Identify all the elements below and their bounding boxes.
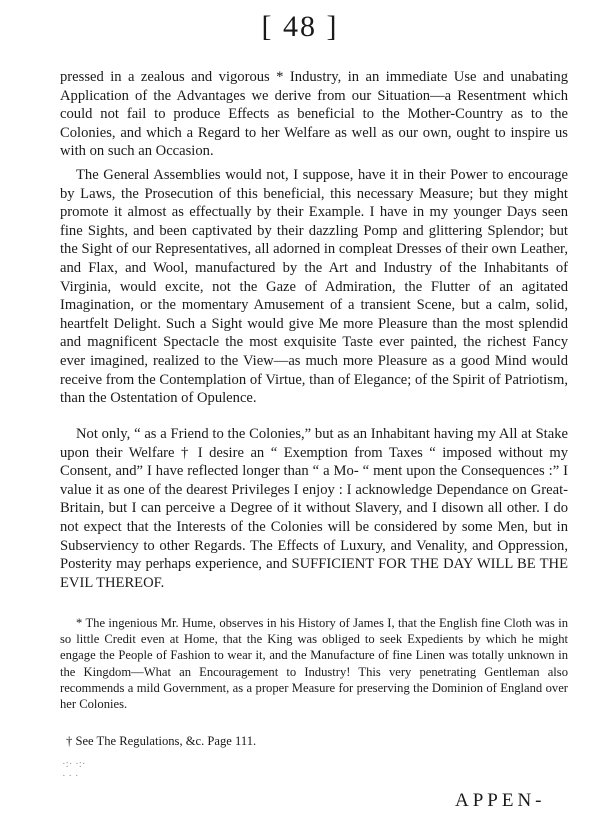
catchword: APPEN-: [455, 790, 546, 811]
body-paragraph-3: Not only, “ as a Friend to the Colonies,” but as an Inhabitant having my All at Stake upon their Welfare † I desire an “ Exemption from Taxes “ imposed without my Consent, and” I have reflected longer than “ a Mo- “ ment upon the Consequences :” I value it as one of the dearest Privileges I enjoy : I acknowledge Dependance on Great-Britain, but I can perceive a Degree of it without Slavery, and I disown all other. I do not expect that the Interests of the Colonies will be considered by some Men, but in Subserviency to other Regards. The Effects of Luxury, and Venality, and Oppression, Posterity may perhaps experience, and SUFFICIENT FOR THE DAY WILL BE THE EVIL THEREOF.: [60, 426, 568, 591]
print-show-through-marks: ·:· ·:· · · ·: [62, 758, 86, 782]
footnote-regulations: † See The Regulations, &c. Page 111.: [66, 734, 257, 748]
footnote-hume: * The ingenious Mr. Hume, observes in his History of James I, that the English fine Cloth was in so little Credit even at Home, that the King was obliged to seek Expedients by which he might engage the People of Fashion to wear it, and the Manufacture of fine Linen was totally unknown in the Kingdom—What an Encouragement to Industry! This very penetrating Gentleman also recommends a mild Government, as a proper Measure for preserving the Dominion of England over her Colonies.: [60, 616, 568, 712]
body-paragraph-1: pressed in a zealous and vigorous * Industry, in an immediate Use and unabating Application of the Advantages we derive from our Situation—a Resentment which could not fail to produce Effects as beneficial to the Mother-Country as to the Colonies, and which a Regard to her Welfare as well as our own, ought to inspire us with on such an Occasion.: [60, 69, 568, 160]
body-paragraph-2: The General Assemblies would not, I suppose, have it in their Power to encourage by Laws, the Prosecution of this beneficial, this necessary Measure; but they might promote it almost as effectually by their Example. I have in my younger Days seen fine Sights, and been captivated by their dazzling Pomp and glittering Splendor; but the Sight of our Representatives, all adorned in compleat Dresses of their own Leather, and Flax, and Wool, manufactured by the Art and Industry of the Inhabitants of Virginia, would excite, not the Gaze of Admiration, the Flutter of an agitated Imagination, or the momentary Amusement of a transient Scene, but a calm, solid, heartfelt Delight. Such a Sight would give Me more Pleasure than the most splendid and magnificent Spectacle the most exquisite Taste ever painted, the richest Fancy ever imagined, realized to the View—as much more Pleasure as a good Mind would receive from the Contemplation of Virtue, than of Elegance; of the Spirit of Patriotism, than the Ostentation of Opulence.: [60, 167, 568, 407]
page-number: [ 48 ]: [261, 10, 339, 43]
